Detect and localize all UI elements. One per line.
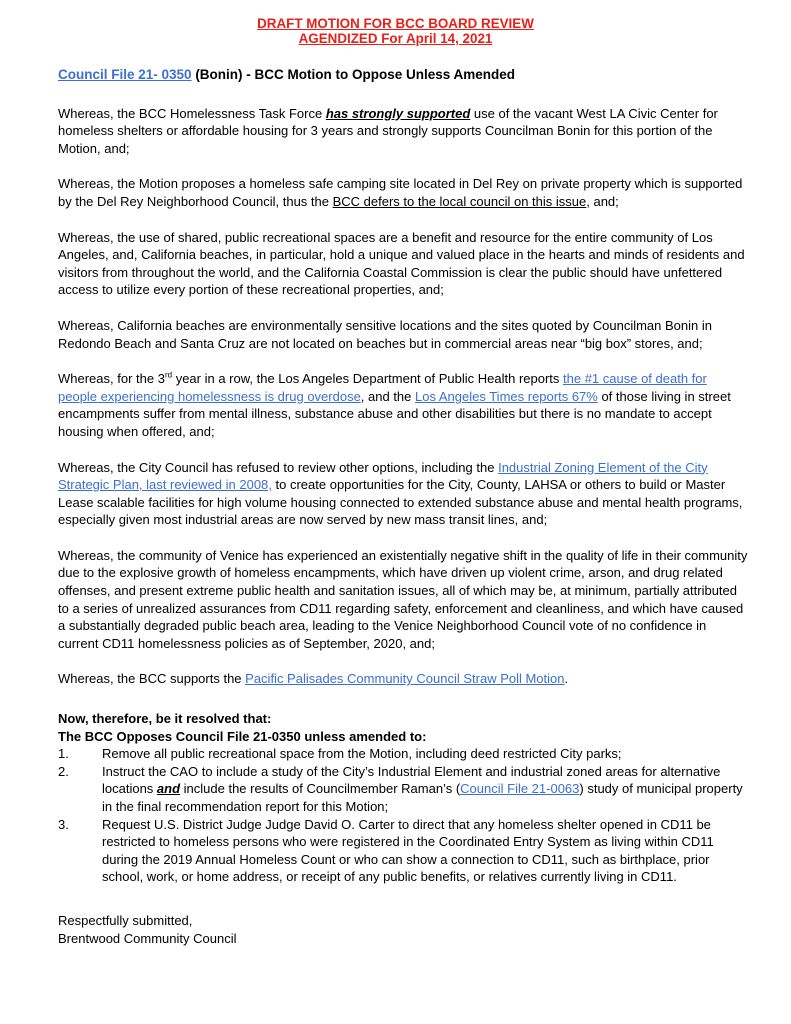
industrial-zoning-link[interactable]: Industrial Zoning Element of the City Strategic Plan, last reviewed in 2008, [58,459,708,493]
whereas-paragraph-2 [58,175,748,210]
whereas-paragraph-3: Whereas, the use of shared, public recreational spaces are a benefit and resource for the entire community of Los Angeles, and, California beaches, in particular, hold a unique and valued place in the hearts and minds of residents and visitors from throughout the world, and the California Coastal Commission is clear the public should have unfettered access to utilize every portion of these recreational properties, and; [58,229,745,298]
header-line-2: AGENDIZED For April 14, 2021 [298,31,493,46]
list-item [58,745,748,763]
whereas-paragraph-1 [58,105,748,158]
p6-text-a: Whereas, the City Council has refused to review other options, including the [58,459,499,475]
document-body [58,66,748,947]
p2-text-a: Whereas, the Motion proposes a homeless safe camping site located in Del Rey on private property which is supported by the Del Rey Neighborhood Council, thus the [58,176,743,209]
list-item [58,816,748,886]
whereas-paragraph-6 [58,459,748,529]
list-number: 1. [58,746,69,762]
p2-underlined: BCC defers to the local council on this issue [332,193,587,209]
list-item-emphasis: and [156,781,181,797]
straw-poll-link[interactable]: Pacific Palisades Community Council Straw Poll Motion [245,671,565,687]
list-item-text-a: Instruct the CAO to include a study of the City’s Industrial Element and industrial zoned areas for alternative locations [102,763,721,797]
whereas-paragraph-7: Whereas, the community of Venice has experienced an existentially negative shift in the quality of life in their community due to the explosive growth of homeless encampments, which have driven up violent crime, arson, and drug related offenses, and present extreme public health and sanitation issues, all of which may be, at minimum, partially attributed to a series of unrealized assurances from CD11 regarding safety, enforcement and cleanliness, and which have caused a substantially degraded public beach area, leading to the Venice Neighborhood Council vote of no confidence in current CD11 homelessness policies as of September, 2020, and; [58,547,748,651]
document-header [0,16,791,46]
list-item [58,763,748,816]
resolved-heading [58,710,748,745]
p8-text-a: Whereas, the BCC supports the [58,671,246,687]
p6-text-b: to create opportunities for the City, County, LAHSA or others to build or Master Lease scalable facilities for high volume housing connected to extended substance abuse and mental health programs, especially given most industrial areas are now served by new mass transit lines, and; [58,477,743,528]
council-file-21-0063-link[interactable]: Council File 21-0063 [460,781,580,797]
resolved-line-1: Now, therefore, be it resolved that: [58,711,272,727]
closing-line-1: Respectfully submitted, [58,912,193,928]
p5-text-d: of those living in street encampments suffer from mental illness, substance abuse and other disabilities but there is no mandate to accept housing when offered, and; [58,388,731,439]
closing-signature [58,912,748,947]
closing-line-2: Brentwood Community Council [58,930,237,946]
list-item-text-b: include the results of Councilmember Raman’s ( [180,781,461,797]
list-item-text-c: ) study of municipal property in the final recommendation report for this Motion; [102,781,743,814]
amendment-list [58,745,748,886]
whereas-paragraph-4: Whereas, California beaches are environmentally sensitive locations and the sites quoted by Councilman Bonin in Redondo Beach and Santa Cruz are not located on beaches but in commercial areas near “big box” stores, and; [58,317,712,351]
motion-title [58,66,748,84]
p1-text-a: Whereas, the BCC Homelessness Task Force [58,105,326,121]
p5-text-b: year in a row, the Los Angeles Department of Public Health reports [172,371,564,387]
whereas-paragraph-5 [58,370,748,440]
la-times-link[interactable]: Los Angeles Times reports 67% [415,388,598,404]
p5-text-a: Whereas, for the 3 [58,371,165,387]
whereas-paragraph-8 [58,670,748,688]
p1-emphasis: has strongly supported [325,105,471,121]
council-file-link[interactable]: Council File 21- 0350 [58,67,192,82]
resolved-line-2: The BCC Opposes Council File 21-0350 unless amended to: [58,728,427,744]
p5-superscript: rd [164,370,173,380]
list-item-text: Remove all public recreational space from the Motion, including deed restricted City parks; [102,746,622,762]
list-item-text: Request U.S. District Judge Judge David O. Carter to direct that any homeless shelter opened in CD11 be restricted to homeless persons who were registered in the Coordinated Entry System as living within CD11 during the 2019 Annual Homeless Count or who can show a connection to CD11, such as birthplace, prior school, work, or home address, or receipt of any public benefits, or relatives currently living in CD11. [102,816,714,885]
motion-title-text: (Bonin) - BCC Motion to Oppose Unless Amended [191,67,516,82]
overdose-report-link[interactable]: the #1 cause of death for people experiencing homelessness is drug overdose [58,371,707,404]
header-line-1: DRAFT MOTION FOR BCC BOARD REVIEW [257,16,534,31]
p8-text-b: . [564,671,569,687]
list-number: 2. [58,763,69,779]
p2-text-b: , and; [586,193,619,209]
p1-text-b: use of the vacant West LA Civic Center for homeless shelters or affordable housing for 3 years and strongly supports Councilman Bonin for this portion of the Motion, and; [58,105,718,156]
p5-text-c: , and the [360,388,416,404]
list-number: 3. [58,816,69,832]
